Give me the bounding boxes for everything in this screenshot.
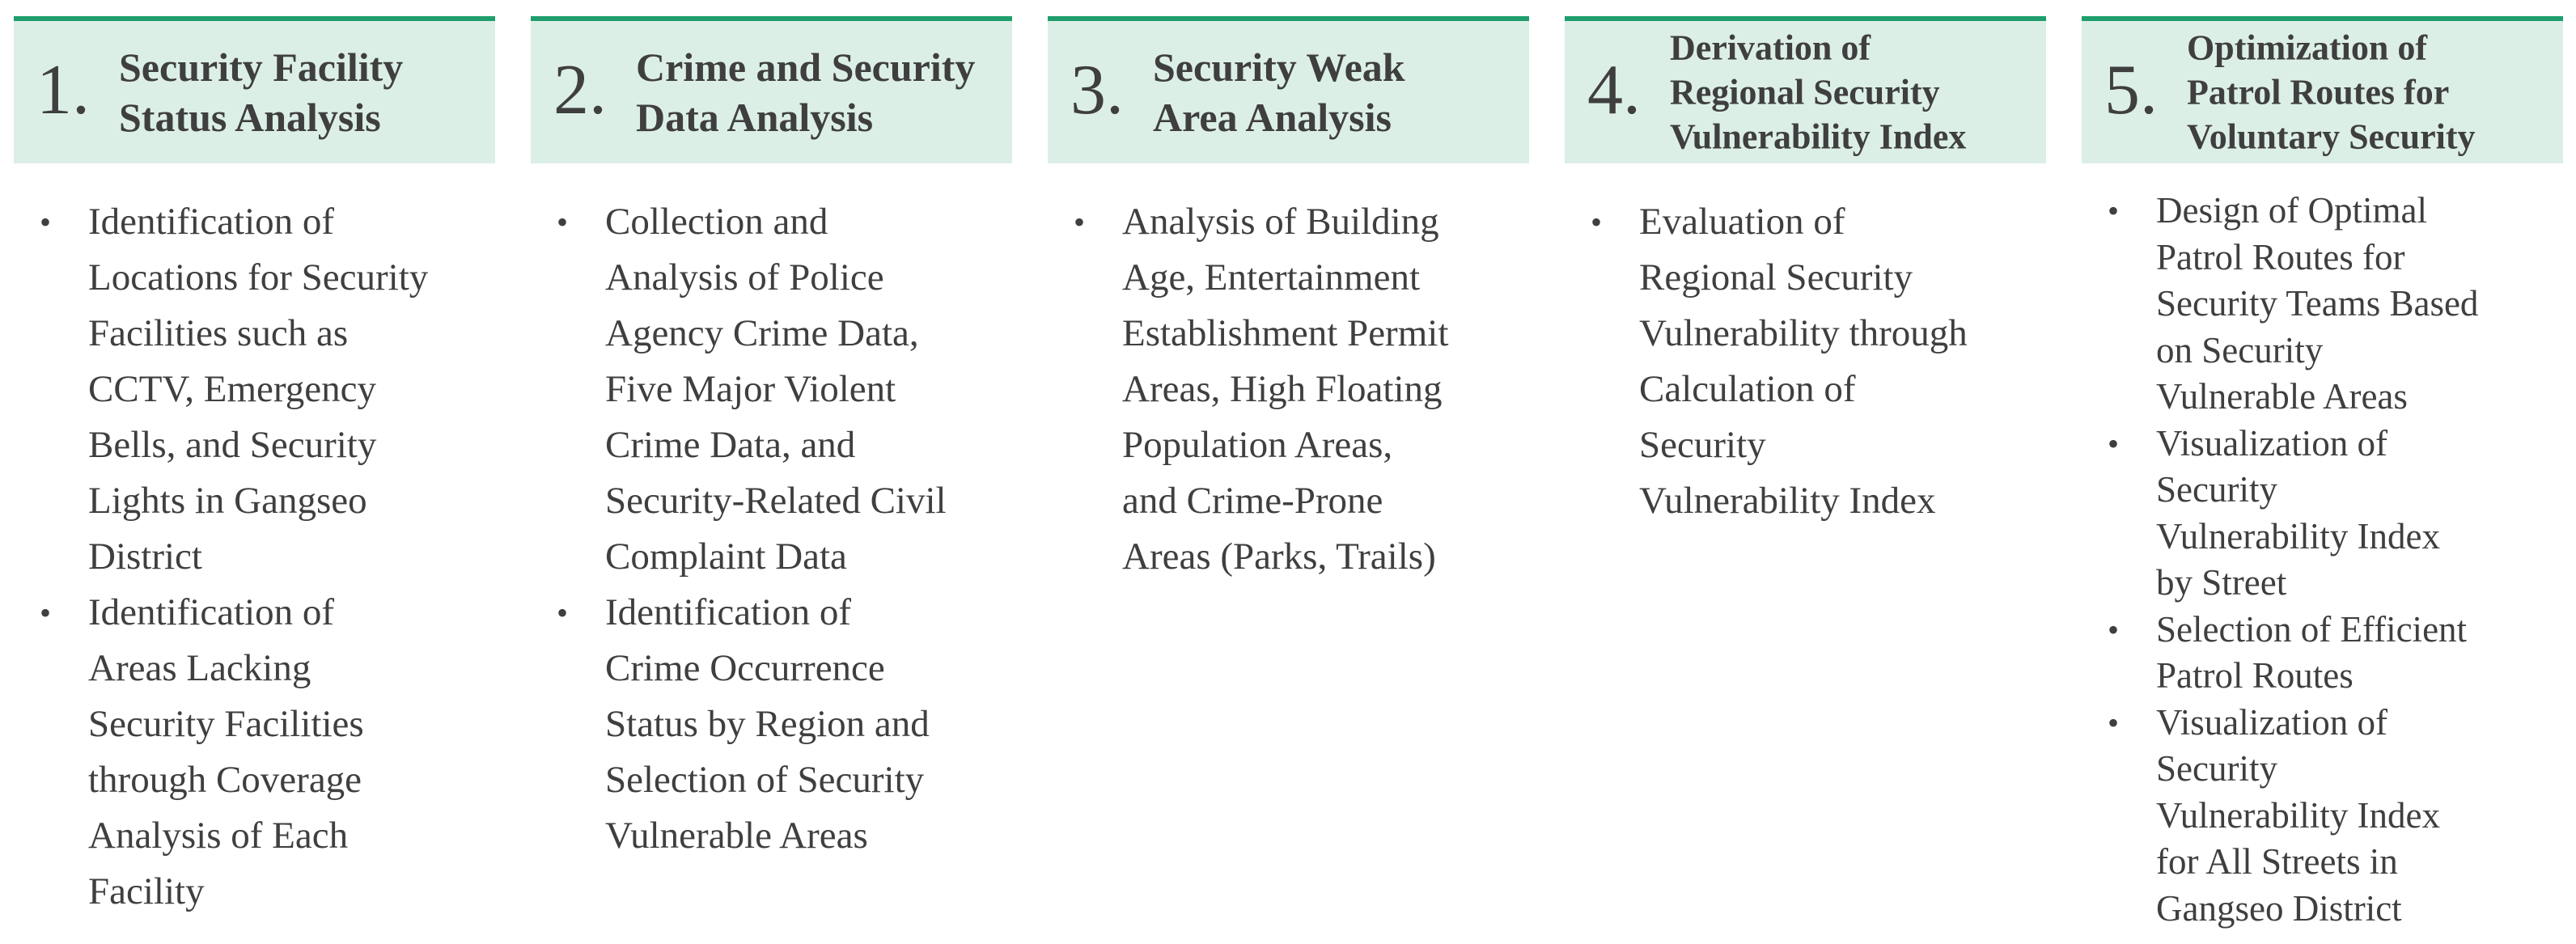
step-2-bullet-1 bbox=[555, 194, 1012, 585]
bullet-line: Security-Related Civil bbox=[605, 480, 947, 522]
bullet-line: by Street bbox=[2156, 562, 2287, 603]
step-5-title-line: Optimization of bbox=[2187, 28, 2427, 68]
step-3-title-line: Security Weak bbox=[1153, 44, 1405, 90]
step-5-title bbox=[2187, 26, 2557, 159]
step-2-title bbox=[636, 42, 1006, 142]
bullet-line: Age, Entertainment bbox=[1122, 256, 1421, 298]
bullet-line: Five Major Violent bbox=[605, 368, 896, 410]
bullet-line: Identification of bbox=[88, 591, 335, 633]
step-3-bullet-1 bbox=[1072, 194, 1529, 585]
bullet-line: Establishment Permit bbox=[1122, 312, 1449, 354]
bullet-dot-icon: • bbox=[2108, 425, 2120, 462]
step-1-number: 1. bbox=[36, 51, 90, 130]
bullet-line: Bells, and Security bbox=[88, 424, 377, 466]
bullet-line: Status by Region and bbox=[605, 703, 930, 745]
step-3-bullet-list bbox=[1072, 194, 1529, 585]
bullet-line: Lights in Gangseo bbox=[88, 480, 367, 522]
step-4-title bbox=[1670, 26, 2040, 159]
step-1-bullet-list bbox=[38, 194, 495, 920]
bullet-line: Identification of bbox=[88, 201, 335, 243]
step-1-header bbox=[14, 16, 495, 163]
step-5-number: 5. bbox=[2104, 51, 2158, 130]
step-2-header bbox=[531, 16, 1012, 163]
bullet-line: and Crime-Prone bbox=[1122, 480, 1383, 522]
bullet-line: through Coverage bbox=[88, 759, 362, 801]
step-5-title-line: Patrol Routes for bbox=[2187, 72, 2450, 112]
bullet-line: Facility bbox=[88, 870, 205, 912]
step-1-title-line: Security Facility bbox=[119, 44, 404, 90]
bullet-line: Security Teams Based bbox=[2156, 283, 2479, 324]
step-1-bullet-2 bbox=[38, 585, 495, 920]
bullet-line: Population Areas, bbox=[1122, 424, 1393, 466]
bullet-line: District bbox=[88, 535, 202, 578]
bullet-line: Security Facilities bbox=[88, 703, 364, 745]
step-4-title-line: Derivation of bbox=[1670, 28, 1871, 68]
bullet-line: Crime Data, and bbox=[605, 424, 856, 466]
bullet-line: Agency Crime Data, bbox=[605, 312, 919, 354]
bullet-line: Security bbox=[2156, 748, 2277, 789]
bullet-line: Analysis of Each bbox=[88, 815, 349, 857]
step-5-title-line: Voluntary Security bbox=[2187, 116, 2476, 157]
bullet-line: Facilities such as bbox=[88, 312, 349, 354]
step-5-bullet-list bbox=[2106, 188, 2563, 932]
step-2-bullet-2 bbox=[555, 585, 1012, 864]
step-3-title-line: Area Analysis bbox=[1153, 95, 1392, 140]
bullet-line: Locations for Security bbox=[88, 256, 429, 298]
bullet-line: Vulnerable Areas bbox=[605, 815, 868, 857]
step-5-column bbox=[2082, 16, 2563, 938]
step-2-column bbox=[531, 16, 1012, 938]
step-5-bullet-1 bbox=[2106, 188, 2563, 421]
step-4-column bbox=[1565, 16, 2046, 938]
bullet-dot-icon: • bbox=[1074, 204, 1086, 240]
bullet-dot-icon: • bbox=[1591, 204, 1603, 240]
bullet-line: Vulnerable Areas bbox=[2156, 376, 2408, 417]
bullet-line: Selection of Security bbox=[605, 759, 925, 801]
step-5-header bbox=[2082, 16, 2563, 163]
step-3-header bbox=[1048, 16, 1529, 163]
step-4-bullet-list bbox=[1589, 194, 2046, 529]
bullet-dot-icon: • bbox=[40, 595, 52, 631]
step-2-bullet-list bbox=[555, 194, 1012, 864]
step-5-bullet-2 bbox=[2106, 421, 2563, 607]
bullet-dot-icon: • bbox=[2108, 193, 2120, 229]
bullet-line: Areas, High Floating bbox=[1122, 368, 1443, 410]
step-5-bullet-4 bbox=[2106, 700, 2563, 933]
bullet-line: Analysis of Police bbox=[605, 256, 884, 298]
bullet-line: Vulnerability through bbox=[1639, 312, 1968, 354]
step-4-bullet-1 bbox=[1589, 194, 2046, 529]
bullet-line: Patrol Routes bbox=[2156, 655, 2354, 696]
step-2-title-line: Crime and Security bbox=[636, 44, 976, 90]
bullet-line: Areas Lacking bbox=[88, 647, 311, 689]
bullet-line: Selection of Efficient bbox=[2156, 608, 2468, 650]
step-4-title-line: Vulnerability Index bbox=[1670, 116, 1967, 157]
bullet-line: Vulnerability Index bbox=[1639, 480, 1936, 522]
step-1-bullet-1 bbox=[38, 194, 495, 585]
bullet-line: on Security bbox=[2156, 329, 2324, 370]
step-5-bullet-3 bbox=[2106, 607, 2563, 700]
step-2-title-line: Data Analysis bbox=[636, 95, 874, 140]
bullet-line: Evaluation of bbox=[1639, 201, 1845, 243]
step-3-number: 3. bbox=[1070, 51, 1124, 130]
bullet-line: Calculation of bbox=[1639, 368, 1856, 410]
bullet-dot-icon: • bbox=[2108, 704, 2120, 741]
bullet-dot-icon: • bbox=[2108, 611, 2120, 648]
bullet-line: Areas (Parks, Trails) bbox=[1122, 535, 1436, 578]
step-3-column bbox=[1048, 16, 1529, 938]
step-4-number: 4. bbox=[1587, 51, 1641, 130]
bullet-line: Identification of bbox=[605, 591, 852, 633]
step-1-title bbox=[119, 42, 489, 142]
bullet-line: Design of Optimal bbox=[2156, 190, 2427, 231]
step-4-title-line: Regional Security bbox=[1670, 72, 1940, 112]
bullet-line: Security bbox=[1639, 424, 1766, 466]
bullet-line: Regional Security bbox=[1639, 256, 1913, 298]
step-1-title-line: Status Analysis bbox=[119, 95, 381, 140]
bullet-line: Security bbox=[2156, 469, 2277, 510]
bullet-line: Patrol Routes for bbox=[2156, 236, 2405, 277]
bullet-line: Collection and bbox=[605, 201, 828, 243]
bullet-line: Vulnerability Index bbox=[2156, 794, 2440, 836]
bullet-line: Gangseo District bbox=[2156, 887, 2402, 929]
bullet-line: CCTV, Emergency bbox=[88, 368, 376, 410]
bullet-line: for All Streets in bbox=[2156, 841, 2398, 882]
bullet-dot-icon: • bbox=[557, 595, 569, 631]
bullet-line: Complaint Data bbox=[605, 535, 847, 578]
bullet-line: Vulnerability Index bbox=[2156, 515, 2440, 557]
step-2-number: 2. bbox=[553, 51, 607, 130]
bullet-dot-icon: • bbox=[557, 204, 569, 240]
step-3-title bbox=[1153, 42, 1523, 142]
bullet-line: Analysis of Building bbox=[1122, 201, 1439, 243]
step-4-header bbox=[1565, 16, 2046, 163]
step-1-column bbox=[14, 16, 495, 938]
bullet-line: Visualization of bbox=[2156, 701, 2387, 743]
bullet-line: Crime Occurrence bbox=[605, 647, 885, 689]
bullet-dot-icon: • bbox=[40, 204, 52, 240]
bullet-line: Visualization of bbox=[2156, 422, 2387, 464]
